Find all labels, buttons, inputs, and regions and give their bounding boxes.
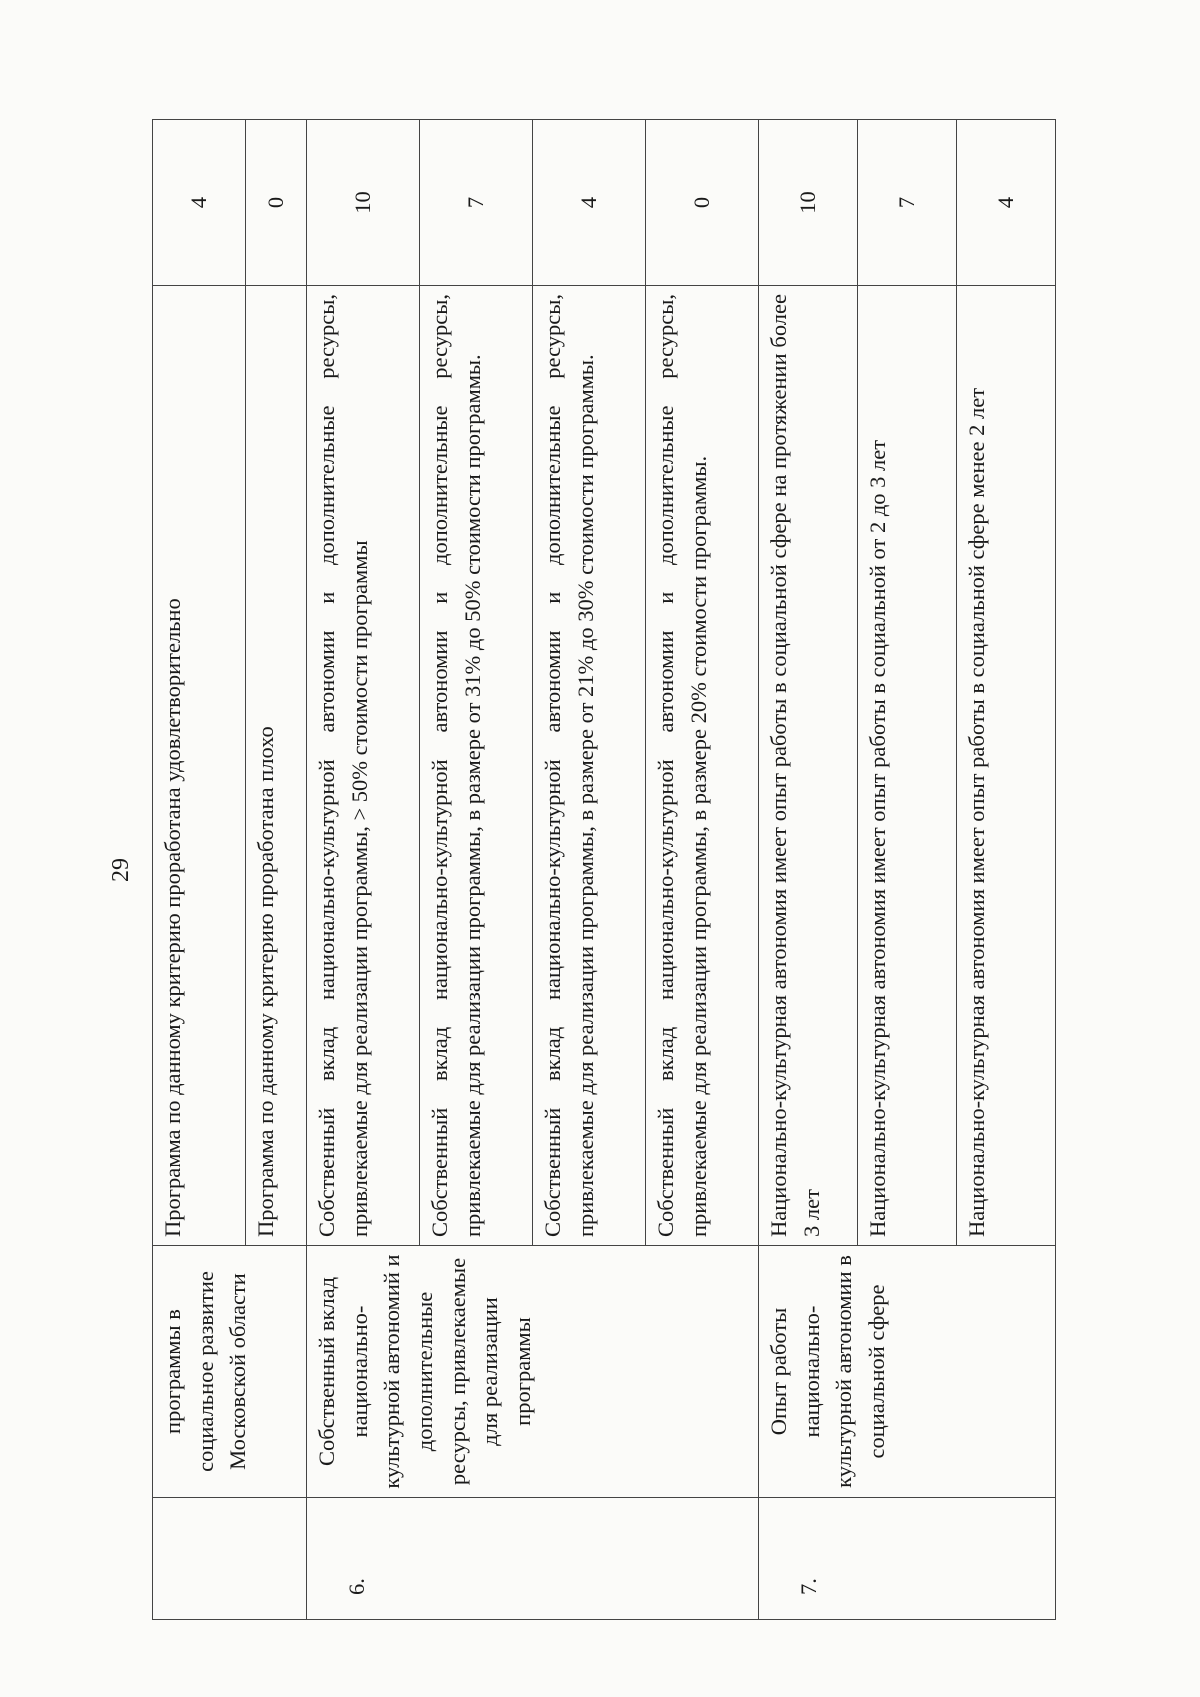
criterion-cell: программы в социальное развитие Московской области (153, 1246, 307, 1498)
description-cell: Национально-культурная автономия имеет опыт работы в социальной сфере менее 2 лет (957, 286, 1056, 1246)
criteria-table (152, 119, 1056, 1620)
row-number: 7. (759, 1498, 1056, 1620)
score-cell: 7 (420, 120, 533, 286)
criterion-cell: Опыт работы национально-культурной автономии в социальной сфере (759, 1246, 1056, 1498)
description-cell: Национально-культурная автономия имеет опыт работы в социальной от 2 до 3 лет (858, 286, 957, 1246)
table-row (759, 120, 858, 1620)
score-cell: 0 (646, 120, 759, 286)
criterion-cell: Собственный вклад национально-культурной автономий и дополнительные ресурсы, привлекаемые для реализации программы (307, 1246, 759, 1498)
description-cell: Программа по данному критерию проработана плохо (246, 286, 307, 1246)
row-number (153, 1498, 307, 1620)
score-cell: 7 (858, 120, 957, 286)
description-cell: Программа по данному критерию проработана удовлетворительно (153, 286, 246, 1246)
description-cell: Национально-культурная автономия имеет опыт работы в социальной сфере на протяжении более 3 лет (759, 286, 858, 1246)
table-row (153, 120, 246, 1620)
table-row (307, 120, 420, 1620)
score-cell: 0 (246, 120, 307, 286)
score-cell: 4 (153, 120, 246, 286)
rotated-content (90, 120, 1110, 1620)
row-number: 6. (307, 1498, 759, 1620)
score-cell: 10 (759, 120, 858, 286)
score-cell: 10 (307, 120, 420, 286)
page-number: 29 (108, 858, 134, 882)
description-cell: Собственный вклад национально-культурной автономии и дополнительные ресурсы, привлекаемые для реализации программы, в размере от 31% до 50% стоимости программы. (420, 286, 533, 1246)
description-cell: Собственный вклад национально-культурной автономии и дополнительные ресурсы, привлекаемые для реализации программы, > 50% стоимости программы (307, 286, 420, 1246)
score-cell: 4 (957, 120, 1056, 286)
score-cell: 4 (533, 120, 646, 286)
description-cell: Собственный вклад национально-культурной автономии и дополнительные ресурсы, привлекаемые для реализации программы, в размере от 21% до 30% стоимости программы. (533, 286, 646, 1246)
description-cell: Собственный вклад национально-культурной автономии и дополнительные ресурсы, привлекаемые для реализации программы, в размере 20% стоимости программы. (646, 286, 759, 1246)
